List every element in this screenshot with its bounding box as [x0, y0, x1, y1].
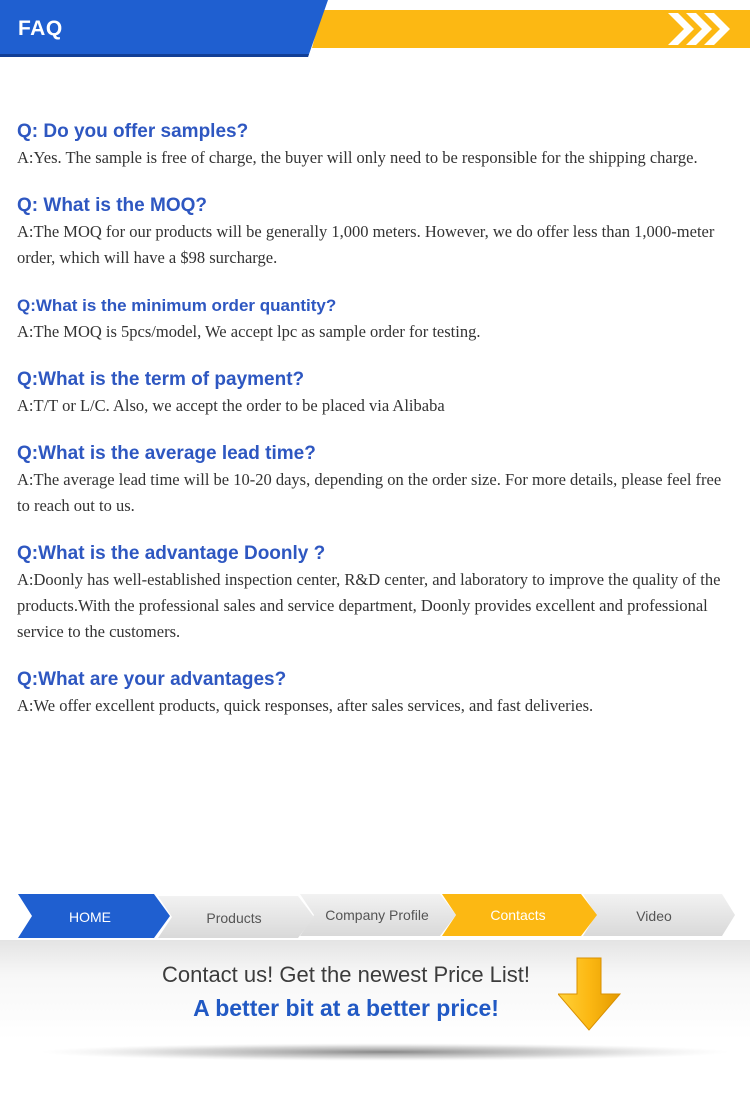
nav-tab-contacts[interactable]: Contacts [490, 907, 546, 923]
faq-question: Q:What is the minimum order quantity? [17, 296, 337, 315]
promo-tagline: A better bit at a better price! [193, 995, 499, 1021]
faq-banner [0, 0, 750, 60]
faq-question: Q:What are your advantages? [17, 669, 287, 690]
faq-question: Q:What is the term of payment? [17, 369, 305, 390]
faq-item [17, 667, 737, 719]
faq-answer: A:We offer excellent products, quick responses, after sales services, and fast deliveries. [17, 696, 594, 715]
faq-item [17, 193, 737, 271]
faq-item [17, 293, 737, 345]
faq-answer: A:T/T or L/C. Also, we accept the order to be placed via Alibaba [17, 396, 445, 415]
faq-question: Q: What is the MOQ? [17, 195, 207, 216]
faq-answer: A:Doonly has well-established inspection center, R&D center, and laboratory to improve the quality of the products.With the professional sales and service department, Doonly provides excellent and professional service to the customers. [17, 570, 721, 641]
faq-answer: A:The MOQ is 5pcs/model, We accept lpc as sample order for testing. [17, 322, 481, 341]
promo-headline: Contact us! Get the newest Price List! [161, 962, 531, 987]
banner-title: FAQ [18, 17, 63, 40]
faq-answer: A:The MOQ for our products will be generally 1,000 meters. However, we do offer less than 1,000-meter order, which will have a $98 surcharge. [17, 222, 715, 267]
faq-list [17, 119, 737, 719]
contact-promo [0, 940, 750, 1094]
bottom-nav [0, 888, 750, 943]
faq-item [17, 119, 737, 171]
promo-shadow [40, 1043, 730, 1061]
down-arrow-icon [558, 956, 622, 1034]
faq-answer: A:The average lead time will be 10-20 days, depending on the order size. For more details, please feel free to reach out to us. [17, 470, 722, 515]
nav-tab-home[interactable]: HOME [69, 909, 111, 925]
faq-item [17, 441, 737, 519]
nav-tab-video[interactable]: Video [636, 908, 672, 924]
faq-question: Q:What is the average lead time? [17, 443, 316, 464]
faq-question: Q:What is the advantage Doonly ? [17, 543, 326, 564]
faq-question: Q: Do you offer samples? [17, 121, 249, 142]
banner-blue-tab-shadow [0, 54, 309, 57]
nav-tab-products[interactable]: Products [206, 910, 262, 926]
nav-tab-company-profile[interactable]: Company Profile [325, 907, 429, 923]
faq-item [17, 367, 737, 419]
faq-item [17, 541, 737, 645]
faq-answer: A:Yes. The sample is free of charge, the buyer will only need to be responsible for the shipping charge. [17, 148, 698, 167]
banner-shapes [0, 0, 750, 60]
